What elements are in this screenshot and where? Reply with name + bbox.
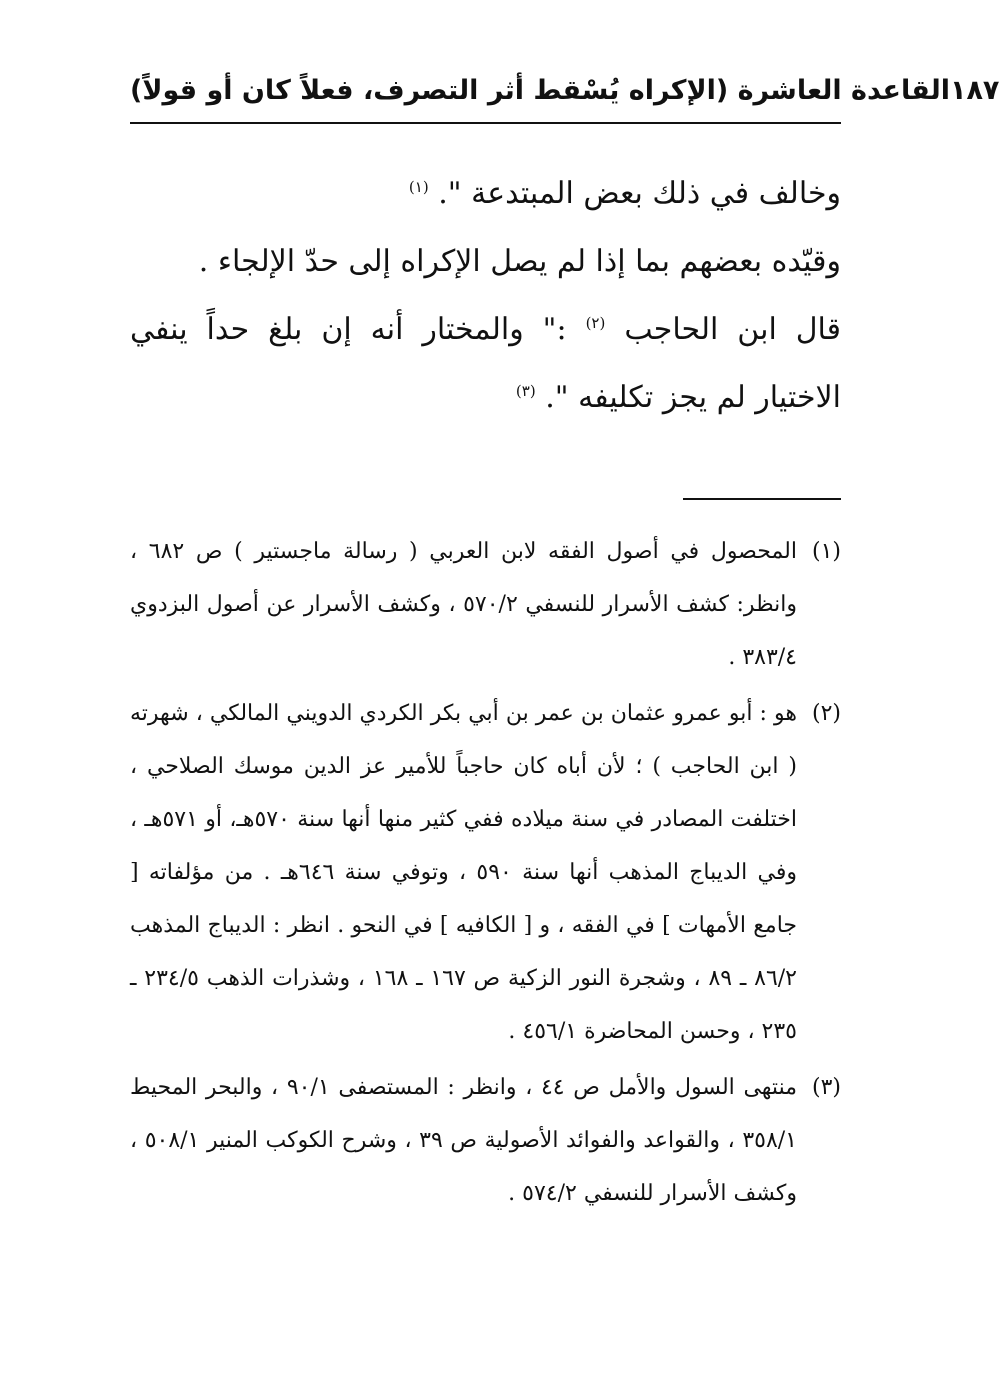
paragraph-3-text-quote: :" والمختار أنه إن بلغ حداً ينفي الاختيار لم يجز تكليفه ". xyxy=(130,312,841,415)
header-rule xyxy=(130,122,841,124)
footnote-1 xyxy=(130,525,841,684)
paragraph-3-text-start: قال ابن الحاجب xyxy=(624,312,842,347)
footnote-ref-3: (٣) xyxy=(515,382,536,400)
footnote-separator xyxy=(683,498,841,500)
footnote-text: المحصول في أصول الفقه لابن العربي ( رسالة ماجستير ) ص ٦٨٢ ، وانظر: كشف الأسرار للنسفي ٥٧٠/٢ ، وكشف الأسرار عن أصول البزدوي ٣٨٣/٤ . xyxy=(130,539,797,670)
footnote-text: هو : أبو عمرو عثمان بن عمر بن أبي بكر الكردي الدويني المالكي ، شهرته ( ابن الحاجب ) ؛ لأن أباه كان حاجباً للأمير عز الدين موسك الصلاحي ، اختلفت المصادر في سنة ميلاده ففي كثير منها أنها سنة ٥٧٠هـ، أو ٥٧١هـ ، وفي الديباج المذهب أنها سنة ٥٩٠ ، وتوفي سنة ٦٤٦هـ . من مؤلفاته [ جامع الأمهات ] في الفقه ، و [ الكافيه ] في النحو . انظر : الديباج المذهب ٨٦/٢ ـ ٨٩ ، وشجرة النور الزكية ص ١٦٧ ـ ١٦٨ ، وشذرات الذهب ٢٣٤/٥ ـ ٢٣٥ ، وحسن المحاضرة ٤٥٦/١ . xyxy=(130,701,798,1044)
footnotes xyxy=(130,525,841,1223)
paragraph-2 xyxy=(130,228,841,296)
main-text xyxy=(130,160,841,432)
running-header-title: القاعدة العاشرة (الإكراه يُسْقط أثر التصرف، فعلاً كان أو قولاً) xyxy=(130,74,950,106)
page-number: ١٨٧ xyxy=(949,74,999,106)
running-header xyxy=(130,68,999,112)
footnote-text: منتهى السول والأمل ص ٤٤ ، وانظر : المستصفى ٩٠/١ ، والبحر المحيط ٣٥٨/١ ، والقواعد والفوائد الأصولية ص ٣٩ ، وشرح الكوكب المنير ٥٠٨/١ ، وكشف الأسرار للنسفي ٥٧٤/٢ . xyxy=(130,1075,797,1206)
footnote-number: (٢) xyxy=(811,701,841,726)
footnote-2 xyxy=(130,687,841,1058)
footnote-3 xyxy=(130,1061,841,1220)
footnote-number: (٣) xyxy=(811,1075,841,1100)
footnote-ref-1: (١) xyxy=(408,178,429,196)
footnote-number: (١) xyxy=(811,539,841,564)
paragraph-1-text: وخالف في ذلك بعض المبتدعة ". xyxy=(438,176,841,211)
paragraph-3 xyxy=(130,296,841,432)
paragraph-1 xyxy=(130,160,841,228)
footnote-ref-2: (٢) xyxy=(585,314,606,332)
paragraph-2-text: وقيّده بعضهم بما إذا لم يصل الإكراه إلى حدّ الإلجاء . xyxy=(198,244,841,279)
